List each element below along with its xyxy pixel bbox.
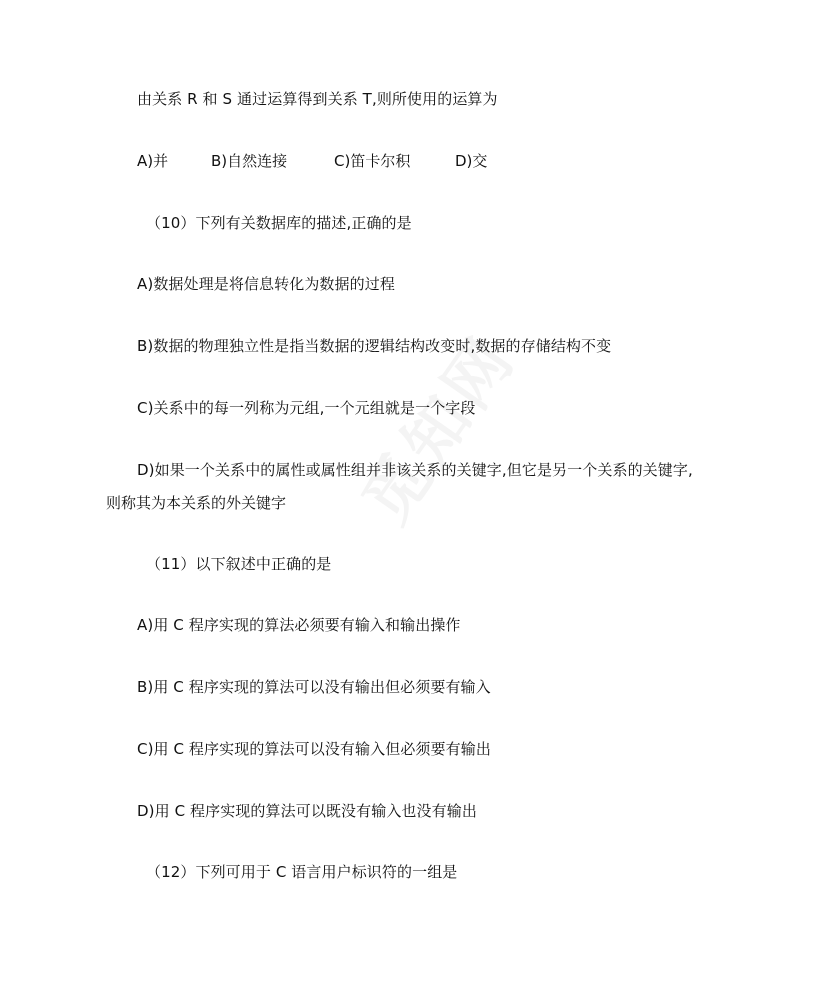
q11-option-d: D)用 C 程序实现的算法可以既没有输入也没有输出 [137,802,477,820]
q9-option-a: A)并 [137,152,169,170]
q10-option-b: B)数据的物理独立性是指当数据的逻辑结构改变时,数据的存储结构不变 [137,337,612,355]
q11-stem: （11）以下叙述中正确的是 [146,555,332,573]
q10-option-c: C)关系中的每一列称为元组,一个元组就是一个字段 [137,399,476,417]
q11-option-a: A)用 C 程序实现的算法必须要有输入和输出操作 [137,616,461,634]
q9-stem: 由关系 R 和 S 通过运算得到关系 T,则所使用的运算为 [137,90,498,108]
q10-option-d-line2: 则称其为本关系的外关键字 [106,494,287,512]
q9-option-c: C)笛卡尔积 [334,152,411,170]
q9-option-d: D)交 [455,152,488,170]
q12-stem: （12）下列可用于 C 语言用户标识符的一组是 [146,863,458,881]
q11-option-b: B)用 C 程序实现的算法可以没有输出但必须要有输入 [137,678,491,696]
q10-option-d-line1: D)如果一个关系中的属性或属性组并非该关系的关键字,但它是另一个关系的关键字, [137,461,693,479]
q11-option-c: C)用 C 程序实现的算法可以没有输入但必须要有输出 [137,740,491,758]
q10-option-a: A)数据处理是将信息转化为数据的过程 [137,275,395,293]
q9-option-b: B)自然连接 [211,152,288,170]
q10-stem: （10）下列有关数据库的描述,正确的是 [146,214,412,232]
